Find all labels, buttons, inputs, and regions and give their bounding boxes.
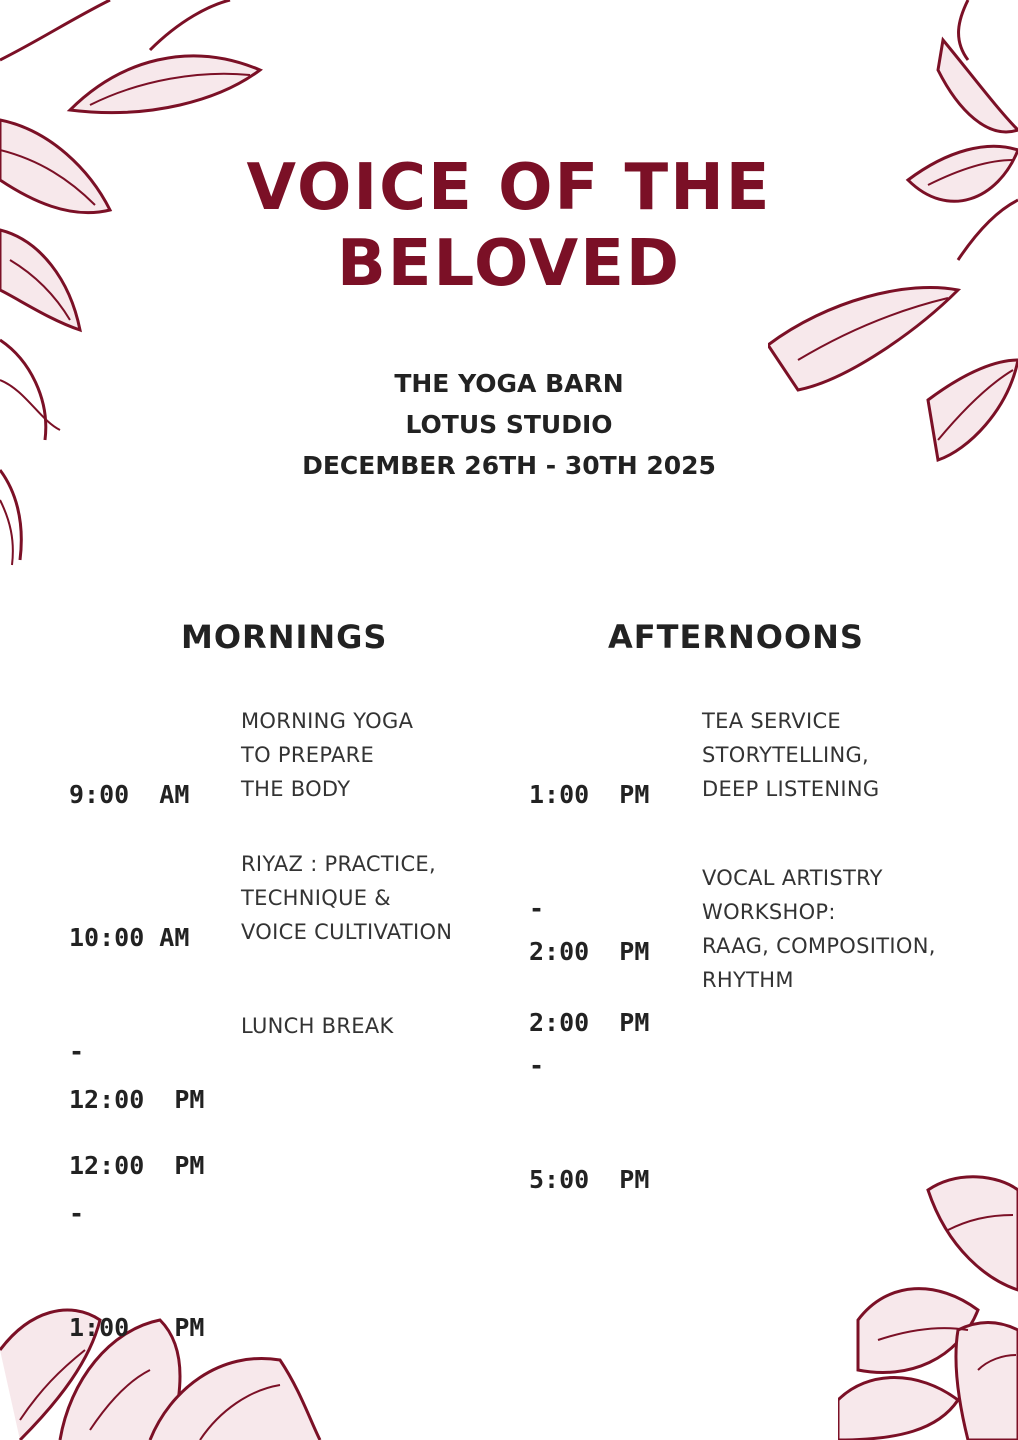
title-line: BELOVED [336, 227, 682, 301]
venue-info [0, 363, 1018, 486]
time-line: 5:00 PM [529, 1165, 650, 1194]
time-line: 1:00 PM [69, 1313, 205, 1342]
page-title [0, 150, 1018, 302]
schedule-description [702, 704, 879, 806]
schedule-time [529, 857, 649, 1275]
description-line: TEA SERVICE [702, 709, 841, 733]
afternoons-heading: AFTERNOONS [608, 618, 864, 656]
schedule-time [69, 1005, 204, 1423]
description-line: RIYAZ : PRACTICE, [241, 852, 436, 876]
lotus-flower-illustration [838, 1170, 1018, 1440]
time-line: 12:00 PM [69, 1151, 205, 1180]
mornings-heading: MORNINGS [181, 618, 388, 656]
schedule-description [241, 1009, 394, 1043]
time-line: 1:00 PM [529, 780, 650, 809]
time-line: - [69, 1199, 85, 1228]
description-line: DEEP LISTENING [702, 777, 880, 801]
description-line: VOCAL ARTISTRY [702, 866, 883, 890]
time-line: 12:00 PM [69, 1085, 205, 1114]
description-line: WORKSHOP: [702, 900, 836, 924]
description-line: LUNCH BREAK [241, 1014, 394, 1038]
title-line: VOICE OF THE [246, 151, 772, 225]
description-line: RAAG, COMPOSITION, [702, 934, 936, 958]
description-line: MORNING YOGA [241, 709, 414, 733]
time-line: - [529, 1051, 545, 1080]
description-line: RHYTHM [702, 968, 794, 992]
time-line: 2:00 PM [529, 937, 650, 966]
time-line: 10:00 AM [69, 923, 190, 952]
time-line: - [69, 1037, 85, 1066]
schedule-description [702, 861, 936, 997]
time-line: 9:00 AM [69, 780, 190, 809]
description-line: THE BODY [241, 777, 351, 801]
event-dates: DECEMBER 26TH - 30TH 2025 [302, 451, 716, 480]
schedule-description [241, 704, 413, 806]
time-line: 2:00 PM [529, 1008, 650, 1037]
description-line: TO PREPARE [241, 743, 375, 767]
description-line: STORYTELLING, [702, 743, 870, 767]
time-line: - [529, 894, 545, 923]
description-line: VOICE CULTIVATION [241, 920, 453, 944]
venue-name: THE YOGA BARN [394, 369, 624, 398]
schedule-description [241, 847, 452, 949]
studio-name: LOTUS STUDIO [405, 410, 613, 439]
description-line: TECHNIQUE & [241, 886, 391, 910]
